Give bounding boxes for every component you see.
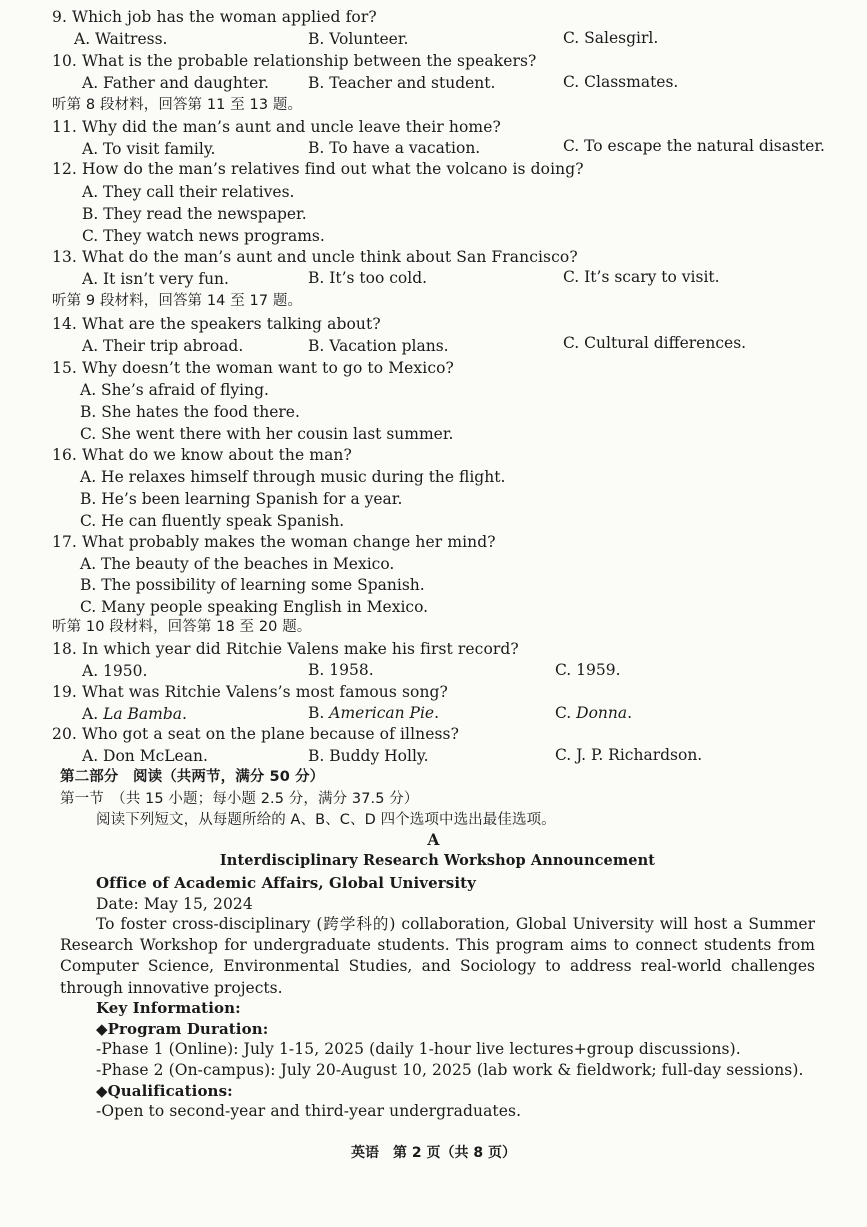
question-9-stem: 9. Which job has the woman applied for?: [52, 8, 377, 26]
question-20-option-c: C. J. P. Richardson.: [555, 746, 703, 764]
question-17-option-a: A. The beauty of the beaches in Mexico.: [80, 555, 395, 573]
question-20-option-a: A. Don McLean.: [82, 747, 208, 765]
question-13-option-c: C. It’s scary to visit.: [563, 268, 720, 286]
question-19-option-c: C. Donna.: [555, 704, 633, 722]
passage-letter: A: [427, 830, 440, 849]
question-17-stem: 17. What probably makes the woman change her mind?: [52, 533, 496, 551]
question-11-option-c: C. To escape the natural disaster.: [563, 137, 825, 155]
section-one-heading: 第一节 （共 15 小题；每小题 2.5 分，满分 37.5 分）: [60, 791, 419, 807]
question-10-option-b: B. Teacher and student.: [308, 74, 496, 92]
question-17-option-c: C. Many people speaking English in Mexico.: [80, 598, 429, 616]
question-9-option-c: C. Salesgirl.: [563, 29, 659, 47]
section-heading-10: 听第 10 段材料，回答第 18 至 20 题。: [52, 619, 312, 635]
question-10-option-c: C. Classmates.: [563, 73, 679, 91]
question-16-option-b: B. He’s been learning Spanish for a year.: [80, 490, 403, 508]
question-19-option-b: B. American Pie.: [308, 704, 440, 722]
question-17-option-b: B. The possibility of learning some Spanish.: [80, 576, 425, 594]
question-12-stem: 12. How do the man’s relatives find out what the volcano is doing?: [52, 160, 584, 178]
section-heading-8: 听第 8 段材料，回答第 11 至 13 题。: [52, 97, 303, 113]
question-13-option-b: B. It’s too cold.: [308, 269, 428, 287]
question-12-option-c: C. They watch news programs.: [82, 227, 325, 245]
question-20-option-b: B. Buddy Holly.: [308, 747, 429, 765]
question-10-option-a: A. Father and daughter.: [82, 74, 269, 92]
question-15-option-a: A. She’s afraid of flying.: [80, 381, 269, 399]
question-18-option-a: A. 1950.: [82, 662, 148, 680]
question-16-option-a: A. He relaxes himself through music during the flight.: [80, 468, 506, 486]
question-13-option-a: A. It isn’t very fun.: [82, 270, 229, 288]
reading-instruction: 阅读下列短文，从每题所给的 A、B、C、D 四个选项中选出最佳选项。: [96, 812, 556, 828]
qualification-item: -Open to second-year and third-year undergraduates.: [96, 1102, 522, 1120]
question-16-option-c: C. He can fluently speak Spanish.: [80, 512, 345, 530]
key-information-heading: Key Information:: [96, 999, 241, 1017]
question-20-stem: 20. Who got a seat on the plane because of illness?: [52, 725, 460, 743]
question-9-option-a: A. Waitress.: [74, 30, 168, 48]
program-duration-heading: ◆Program Duration:: [96, 1020, 269, 1038]
question-9-option-b: B. Volunteer.: [308, 30, 409, 48]
question-14-stem: 14. What are the speakers talking about?: [52, 315, 381, 333]
question-12-option-b: B. They read the newspaper.: [82, 205, 307, 223]
question-13-stem: 13. What do the man’s aunt and uncle think about San Francisco?: [52, 248, 578, 266]
question-11-option-b: B. To have a vacation.: [308, 139, 481, 157]
part-two-title: 第二部分 阅读（共两节，满分 50 分）: [60, 769, 325, 785]
passage-body: To foster cross-disciplinary (跨学科的) collaboration, Global University will host a Summer Research Workshop for undergraduate students. This program aims to connect students from Computer Science, Environmental Studies, and Sociology to address real-world challenges through innovative projects.: [60, 915, 815, 997]
phase-two-detail: -Phase 2 (On-campus): July 20-August 10, 2025 (lab work & fieldwork; full-day sessions).: [96, 1061, 804, 1079]
phase-one-detail: -Phase 1 (Online): July 1-15, 2025 (daily 1-hour live lectures+group discussions).: [96, 1040, 741, 1058]
qualifications-heading: ◆Qualifications:: [96, 1082, 233, 1100]
question-15-stem: 15. Why doesn’t the woman want to go to Mexico?: [52, 359, 454, 377]
question-18-stem: 18. In which year did Ritchie Valens make his first record?: [52, 640, 519, 658]
passage-title: Interdisciplinary Research Workshop Announcement: [219, 852, 656, 869]
passage-office: Office of Academic Affairs, Global University: [96, 874, 476, 892]
question-14-option-c: C. Cultural differences.: [563, 334, 747, 352]
section-heading-9: 听第 9 段材料，回答第 14 至 17 题。: [52, 293, 303, 309]
question-11-stem: 11. Why did the man’s aunt and uncle leave their home?: [52, 118, 501, 136]
question-15-option-c: C. She went there with her cousin last summer.: [80, 425, 454, 443]
question-14-option-b: B. Vacation plans.: [308, 337, 449, 355]
passage-date: Date: May 15, 2024: [96, 895, 253, 913]
question-10-stem: 10. What is the probable relationship between the speakers?: [52, 52, 537, 70]
question-11-option-a: A. To visit family.: [82, 140, 216, 158]
question-19-option-a: A. La Bamba.: [82, 705, 187, 723]
question-14-option-a: A. Their trip abroad.: [82, 337, 244, 355]
page-footer: 英语 第 2 页（共 8 页）: [351, 1145, 516, 1161]
question-18-option-b: B. 1958.: [308, 661, 374, 679]
question-15-option-b: B. She hates the food there.: [80, 403, 300, 421]
question-18-option-c: C. 1959.: [555, 661, 621, 679]
question-19-stem: 19. What was Ritchie Valens’s most famous song?: [52, 683, 448, 701]
question-12-option-a: A. They call their relatives.: [82, 183, 295, 201]
question-16-stem: 16. What do we know about the man?: [52, 446, 352, 464]
